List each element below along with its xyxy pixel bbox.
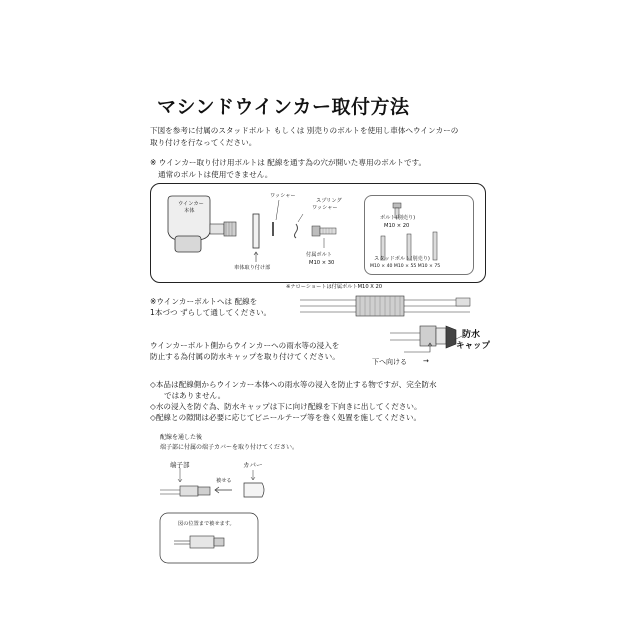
put-on-label: 被せる [216, 478, 232, 484]
washer-label: ワッシャー [270, 193, 296, 199]
waterproof-line-1: ウインカーボルト側からウインカーへの雨水等の浸入を [150, 341, 340, 350]
terminal-label: 端子部 [170, 461, 190, 469]
narrow-short-note: ※ナローショートは付属ボルトM10 X 20 [286, 284, 383, 290]
face-down-label: 下へ向ける [372, 358, 407, 366]
waterproof-line-2: 防止する為付属の防水キャップを取り付けてください。 [150, 352, 340, 361]
page-title: マシンドウインカー取付方法 [157, 96, 410, 118]
spring-washer-label-2: ワッシャー [312, 205, 338, 211]
waterproof-cap-label-2: キャップ [456, 341, 491, 351]
notice-line-3: ◇水の浸入を防ぐ為、防水キャップは下に向け配線を下向きに出してください。 [150, 402, 422, 411]
terminal-line-1: 配線を通した後 [160, 434, 203, 441]
notice-line-4: ◇配線との隙間は必要に応じてビニールテープ等を巻く処置を施してください。 [150, 413, 422, 422]
stud-bolt-sizes: M10 × 40 M10 × 55 M10 × 75 [370, 264, 441, 269]
notice-line-1: ◇本品は配線側からウインカー本体への雨水等の浸入を防止する物ですが、完全防水 [150, 380, 437, 389]
wiring-line-1: ※ウインカーボルトへは 配線を [150, 297, 258, 306]
stud-bolt-label: スタッドボルト(別売り) [374, 256, 430, 262]
note-line-1: ※ ウインカー取り付け用ボルトは 配線を通す為の穴が開いた専用のボルトです。 [150, 158, 427, 167]
note-line-2: 通常のボルトは使用できません。 [158, 170, 273, 179]
waterproof-cap-label-1: 防水 [462, 330, 481, 340]
body-mount-label: 車体取り付け部 [234, 265, 271, 271]
intro-line-2: 取り付けを行なってください。 [150, 138, 257, 147]
notice-line-2: ではありません。 [164, 391, 226, 400]
terminal-line-2: 端子部に付属の端子カバーを取り付けてください。 [160, 444, 299, 451]
intro-line-1: 下図を参考に付属のスタッドボルト もしくは 別売りのボルトを使用し車体へウインカーの [150, 126, 459, 135]
separate-bolt-label: ボルト(別売り) [380, 215, 416, 221]
spring-washer-label-1: スプリング [316, 198, 342, 204]
winker-body-label-2: 本体 [184, 208, 195, 214]
included-bolt-size: M10 × 30 [309, 260, 335, 266]
separate-bolt-size: M10 × 20 [384, 223, 410, 229]
face-down-arrow-icon: → [423, 357, 429, 365]
cover-label: カバー [243, 461, 263, 469]
wiring-line-2: 1本づつ ずらして通してください。 [150, 308, 272, 317]
winker-body-label-1: ウインカー [178, 201, 204, 207]
inset-label: 図の位置まで被せます。 [178, 521, 235, 527]
included-bolt-label: 付属ボルト [306, 252, 332, 258]
